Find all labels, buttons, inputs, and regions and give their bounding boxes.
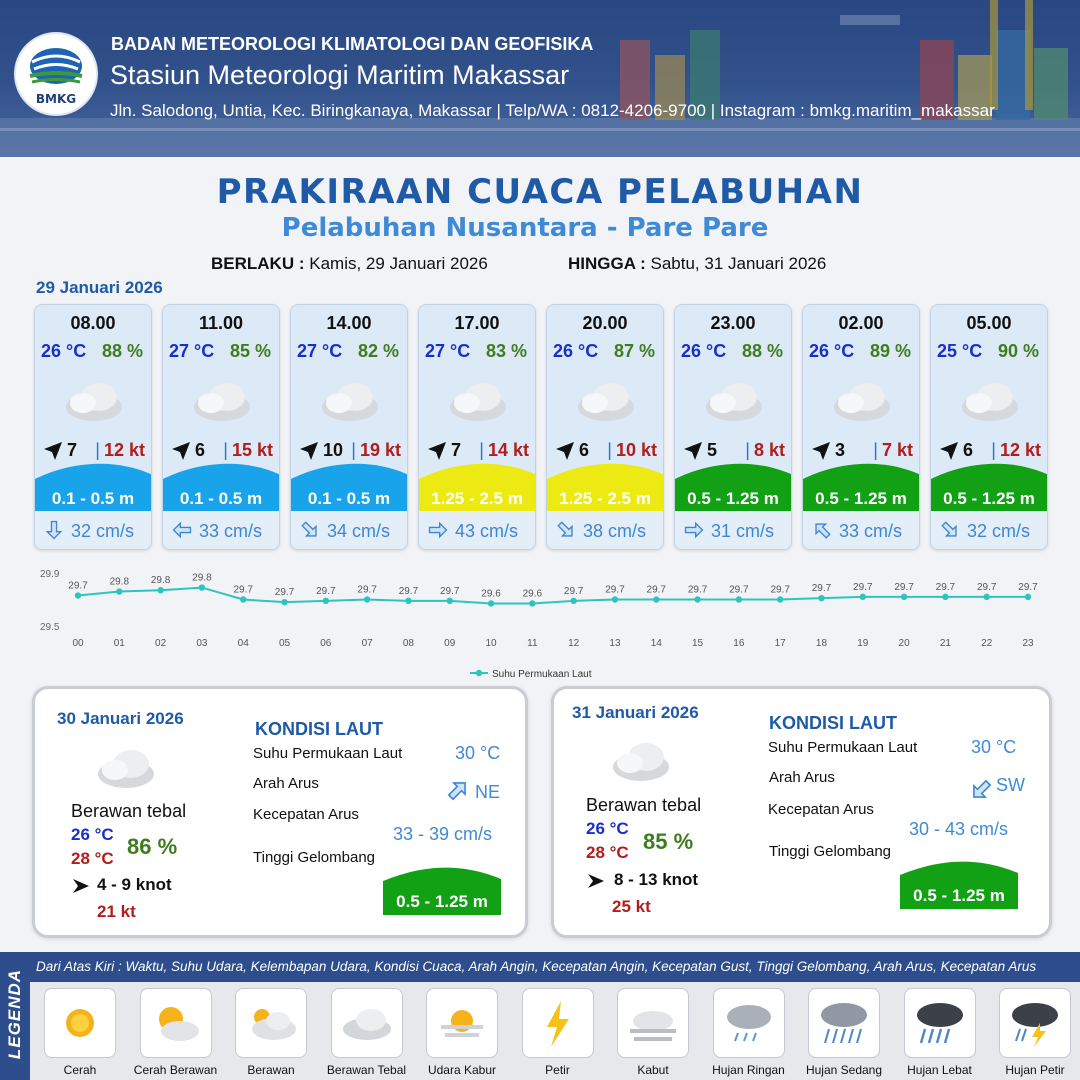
current-direction-icon [43,519,65,541]
day2-gust: 21 kt [97,902,136,921]
gust-speed: | 15 kt [223,440,273,460]
x-tick-label: 22 [981,638,993,649]
sst-data-label: 29.7 [274,587,295,599]
air-temperature: 27 °C [425,341,471,361]
wind-speed: 6 [963,440,974,460]
legend-item-label: Hujan Ringan [712,1063,785,1077]
current-arrow-ne-icon [445,777,471,803]
day3-sst-value: 30 °C [971,737,1017,757]
sst-data-point [240,596,246,602]
thunderstorm-icon [1006,997,1064,1049]
sst-data-label: 29.7 [646,584,666,596]
forecast-card-1100 [162,304,280,550]
wind-direction-icon [41,439,65,463]
x-tick-label: 00 [72,638,84,649]
cloud-icon [701,377,767,423]
sst-data-point [901,594,907,600]
x-tick-label: 04 [237,638,249,649]
x-tick-label: 20 [898,638,910,649]
chart-legend-label: Suhu Permukaan Laut [492,669,592,680]
sst-data-label: 29.7 [398,585,419,597]
sst-data-label: 29.7 [729,584,749,596]
sst-data-point [694,596,700,602]
gust-speed: | 10 kt [607,440,657,460]
wind-direction-icon [297,439,321,463]
day2-wind: 4 - 9 knot [97,875,172,894]
cloud-icon [445,377,511,423]
cloud-icon [61,377,127,423]
day2-sst-value: 30 °C [455,743,501,763]
current-direction-icon [427,519,449,541]
current-direction-icon [939,519,961,541]
gust-speed: | 8 kt [745,440,785,460]
port-name: Pelabuhan Nusantara - Pare Pare [281,213,769,243]
forecast-time: 14.00 [326,313,372,333]
day3-current-dir: SW [996,775,1025,795]
x-tick-label: 19 [857,638,869,649]
wind-direction-icon [553,439,577,463]
day3-temp-min: 26 °C [586,819,629,838]
humidity: 82 % [357,341,399,361]
wind-arrow-icon [586,871,606,891]
sst-data-point [570,598,576,604]
bmkg-logo-mark [16,36,96,96]
day2-current-dir-label: Arah Arus [253,775,319,792]
sst-data-point [116,588,122,594]
day2-temp-min: 26 °C [71,825,114,844]
valid-from [211,254,488,274]
forecast-time: 08.00 [70,313,116,333]
day2-sst-label: Suhu Permukaan Laut [253,745,403,762]
legend-item-label: Petir [545,1063,570,1077]
sst-data-label: 29.7 [563,585,584,597]
legend-item-box [999,988,1071,1058]
valid-to-value: Sabtu, 31 Januari 2026 [650,254,827,273]
sst-data-label: 29.8 [109,576,130,588]
legend-item-box [808,988,880,1058]
day3-wave-height: 0.5 - 1.25 m [913,886,1005,905]
sun-icon [51,997,109,1049]
legend-item-box [522,988,594,1058]
cloud-icon [317,377,383,423]
day2-temp-max: 28 °C [71,849,114,868]
legend-item-label: Cerah [63,1063,97,1077]
forecast-time: 20.00 [582,313,628,333]
cloud-icon [189,377,255,423]
x-tick-label: 06 [320,638,332,649]
sst-data-label: 29.6 [481,588,501,600]
legend-item-box [426,988,498,1058]
x-tick-label: 23 [1022,638,1034,649]
forecast-card-2000 [546,304,664,550]
x-tick-label: 02 [155,638,167,649]
sst-data-label: 29.7 [316,585,336,597]
day3-sst-label: Suhu Permukaan Laut [768,739,918,756]
sst-data-point [323,598,329,604]
header-banner [0,0,1080,157]
sst-data-label: 29.7 [770,584,790,596]
day2-sea-header: KONDISI LAUT [255,719,383,739]
sst-data-label: 29.7 [687,584,708,596]
station-name: Stasiun Meteorologi Maritim Makassar [110,60,570,90]
sst-data-point [199,584,205,590]
thick-cloud-icon [338,997,396,1049]
air-temperature: 27 °C [297,341,343,361]
sst-data-label: 29.7 [440,585,460,597]
x-tick-label: 18 [815,638,828,649]
cloud-icon [573,377,639,423]
legend-title-bar [0,952,30,1080]
page-title: PRAKIRAAN CUACA PELABUHAN [216,172,864,212]
lightning-icon [529,997,587,1049]
current-speed: 38 cm/s [583,521,647,541]
x-tick-label: 03 [196,638,208,649]
day3-wind: 8 - 13 knot [614,870,699,889]
current-arrow-sw-icon [968,777,994,803]
sst-data-label: 29.7 [811,583,832,595]
humidity: 90 % [997,341,1039,361]
logo-label: BMKG [35,92,77,106]
humidity: 88 % [741,341,783,361]
cloud-icon [829,377,895,423]
forecast-card-0500 [930,304,1048,550]
wind-direction-icon [937,439,961,463]
day3-gust: 25 kt [612,897,651,916]
gust-speed: | 12 kt [991,440,1041,460]
station-address: Jln. Salodong, Untia, Kec. Biringkanaya, Makassar | Telp/WA : 0812-4206-9700 | Instagram : bmkg.maritim_makassar [110,101,995,120]
air-temperature: 27 °C [169,341,215,361]
wind-direction-icon [681,439,705,463]
sst-data-point [529,600,535,606]
valid-to-label: HINGGA : [568,254,646,273]
sun-cloud-icon [147,997,205,1049]
sst-data-point [860,594,866,600]
sst-data-label: 29.7 [605,584,625,596]
air-temperature: 26 °C [681,341,727,361]
air-temperature: 26 °C [809,341,855,361]
sst-data-label: 29.7 [68,580,88,592]
sst-data-point [364,596,370,602]
sst-data-point [736,596,742,602]
sst-data-point [653,596,659,602]
x-tick-label: 01 [113,638,125,649]
air-temperature: 26 °C [41,341,87,361]
day3-current-speed-label: Kecepatan Arus [768,801,874,818]
wind-speed: 7 [67,440,78,460]
valid-from-value: Kamis, 29 Januari 2026 [309,254,488,273]
sst-data-label: 29.8 [150,575,171,587]
legend-item-label: Cerah Berawan [133,1063,218,1077]
sst-data-point [405,598,411,604]
haze-icon [433,997,491,1049]
cloud-sun-icon [242,997,300,1049]
day2-humidity: 86 % [127,834,178,859]
day3-current-speed: 30 - 43 cm/s [909,819,1009,839]
day3-panel [551,686,1052,938]
moderate-rain-icon [815,997,873,1049]
day2-condition: Berawan tebal [71,801,187,821]
sst-data-point [818,595,824,601]
forecast-card-1400 [290,304,408,550]
humidity: 83 % [485,341,527,361]
current-direction-icon [555,519,577,541]
sst-data-point [75,592,81,598]
forecast-date: 29 Januari 2026 [36,278,163,297]
current-speed: 33 cm/s [839,521,903,541]
heavy-rain-icon [911,997,969,1049]
x-tick-label: 21 [939,638,951,649]
wave-height: 0.5 - 1.25 m [687,489,779,508]
day3-condition: Berawan tebal [586,795,702,815]
forecast-time: 23.00 [710,313,756,333]
legend-item-box [44,988,116,1058]
humidity: 89 % [869,341,911,361]
day2-panel [32,686,528,938]
legend-item-box [140,988,212,1058]
wind-speed: 6 [579,440,590,460]
sst-data-label: 29.7 [233,584,253,596]
sst-data-label: 29.7 [1018,581,1038,593]
sst-data-point [777,596,783,602]
x-tick-label: 12 [568,638,580,649]
wave-height: 0.5 - 1.25 m [815,489,907,508]
legend-item-box [904,988,976,1058]
forecast-time: 11.00 [198,313,244,333]
forecast-card-0800 [34,304,152,550]
current-speed: 31 cm/s [711,521,775,541]
valid-to [568,254,826,274]
x-tick-label: 14 [650,638,662,649]
x-tick-label: 10 [485,638,497,649]
x-tick-label: 08 [402,638,414,649]
wave-height: 0.1 - 0.5 m [307,489,391,508]
cloud-icon [957,377,1023,423]
gust-speed: | 7 kt [873,440,913,460]
x-tick-label: 16 [733,638,745,649]
forecast-time: 05.00 [966,313,1012,333]
day3-sea-header: KONDISI LAUT [769,713,897,733]
x-tick-label: 07 [361,638,373,649]
sst-data-point [612,596,618,602]
wind-speed: 5 [707,440,718,460]
wind-arrow-icon [71,876,91,896]
legend-item-box [617,988,689,1058]
light-rain-icon [720,997,778,1049]
legend-description: Dari Atas Kiri : Waktu, Suhu Udara, Kelembapan Udara, Kondisi Cuaca, Arah Angin, Kecepatan Angin, Kecepatan Gust, Tinggi Gelombang, Arah Arus, Kecepatan Arus [36,959,1037,974]
sst-data-point [447,598,453,604]
legend-item-box [235,988,307,1058]
wave-height: 0.5 - 1.25 m [943,489,1035,508]
legend-item-label: Berawan Tebal [326,1063,407,1077]
gust-speed: | 19 kt [351,440,401,460]
humidity: 88 % [101,341,143,361]
day3-humidity: 85 % [643,829,694,854]
current-speed: 32 cm/s [967,521,1031,541]
sst-data-label: 29.7 [357,584,377,596]
sst-data-label: 29.7 [935,581,956,593]
sst-data-point [942,594,948,600]
current-speed: 34 cm/s [327,521,391,541]
forecast-card-0200 [802,304,920,550]
current-direction-icon [683,519,705,541]
wave-height: 0.1 - 0.5 m [179,489,263,508]
legend-item-box [331,988,403,1058]
sst-data-label: 29.7 [894,581,914,593]
current-direction-icon [299,519,321,541]
wind-direction-icon [169,439,193,463]
x-tick-label: 13 [609,638,621,649]
x-tick-label: 17 [774,638,786,649]
current-speed: 43 cm/s [455,521,519,541]
legend-item-label: Hujan Lebat [907,1063,972,1077]
y-tick-label: 29.5 [40,622,60,633]
sst-data-label: 29.6 [522,588,543,600]
sst-data-label: 29.7 [853,581,873,593]
day3-date: 31 Januari 2026 [572,703,699,722]
current-speed: 32 cm/s [71,521,135,541]
x-tick-label: 11 [527,638,538,649]
forecast-time: 02.00 [838,313,884,333]
air-temperature: 26 °C [553,341,599,361]
day2-wave-label: Tinggi Gelombang [253,849,376,866]
legend-item-label: Hujan Sedang [805,1063,883,1077]
current-direction-icon [171,519,193,541]
day2-date: 30 Januari 2026 [57,709,184,728]
day2-current-dir: NE [475,782,501,802]
sst-data-point [157,587,163,593]
legend-marker [476,670,482,676]
sst-data-point [281,599,287,605]
day2-wave-height: 0.5 - 1.25 m [396,892,488,911]
day2-current-speed: 33 - 39 cm/s [393,824,493,844]
sst-data-point [488,600,494,606]
gust-speed: | 12 kt [95,440,145,460]
organization-name: BADAN METEOROLOGI KLIMATOLOGI DAN GEOFISIKA [111,34,594,54]
wind-speed: 7 [451,440,462,460]
bmkg-logo [14,32,98,116]
day3-wave-label: Tinggi Gelombang [769,843,892,860]
current-direction-icon [811,519,833,541]
day3-current-dir-label: Arah Arus [769,769,835,786]
fog-icon [624,997,682,1049]
x-tick-label: 15 [692,638,704,649]
wind-direction-icon [425,439,449,463]
legend-item-label: Udara Kabur [427,1063,497,1077]
sst-data-label: 29.8 [192,572,212,584]
x-tick-label: 09 [444,638,456,649]
wave-height: 1.25 - 2.5 m [431,489,523,508]
legend-item-label: Berawan [247,1063,295,1077]
legend-item-label: Kabut [637,1063,669,1077]
wind-speed: 6 [195,440,206,460]
sst-data-label: 29.7 [976,581,997,593]
thick-cloud-icon [93,744,159,790]
legend-description-bar [30,952,1080,982]
sst-data-point [983,594,989,600]
sst-line-chart [30,562,1060,687]
wave-height: 1.25 - 2.5 m [559,489,651,508]
current-speed: 33 cm/s [199,521,263,541]
wave-height: 0.1 - 0.5 m [51,489,135,508]
wind-direction-icon [809,439,833,463]
humidity: 85 % [229,341,271,361]
x-tick-label: 05 [278,638,291,649]
legend-title: LEGENDA [5,968,24,1060]
legend-item-label: Hujan Petir [1005,1063,1065,1077]
day3-temp-max: 28 °C [586,843,629,862]
wind-speed: 3 [835,440,846,460]
wind-speed: 10 [323,440,344,460]
forecast-time: 17.00 [454,313,500,333]
y-tick-label: 29.9 [40,569,60,580]
gust-speed: | 14 kt [479,440,529,460]
day2-current-speed-label: Kecepatan Arus [253,806,359,823]
forecast-card-1700 [418,304,536,550]
valid-from-label: BERLAKU : [211,254,305,273]
legend-item-box [713,988,785,1058]
air-temperature: 25 °C [937,341,983,361]
humidity: 87 % [613,341,655,361]
forecast-card-2300 [674,304,792,550]
thick-cloud-icon [608,737,674,783]
sst-data-point [1025,594,1031,600]
